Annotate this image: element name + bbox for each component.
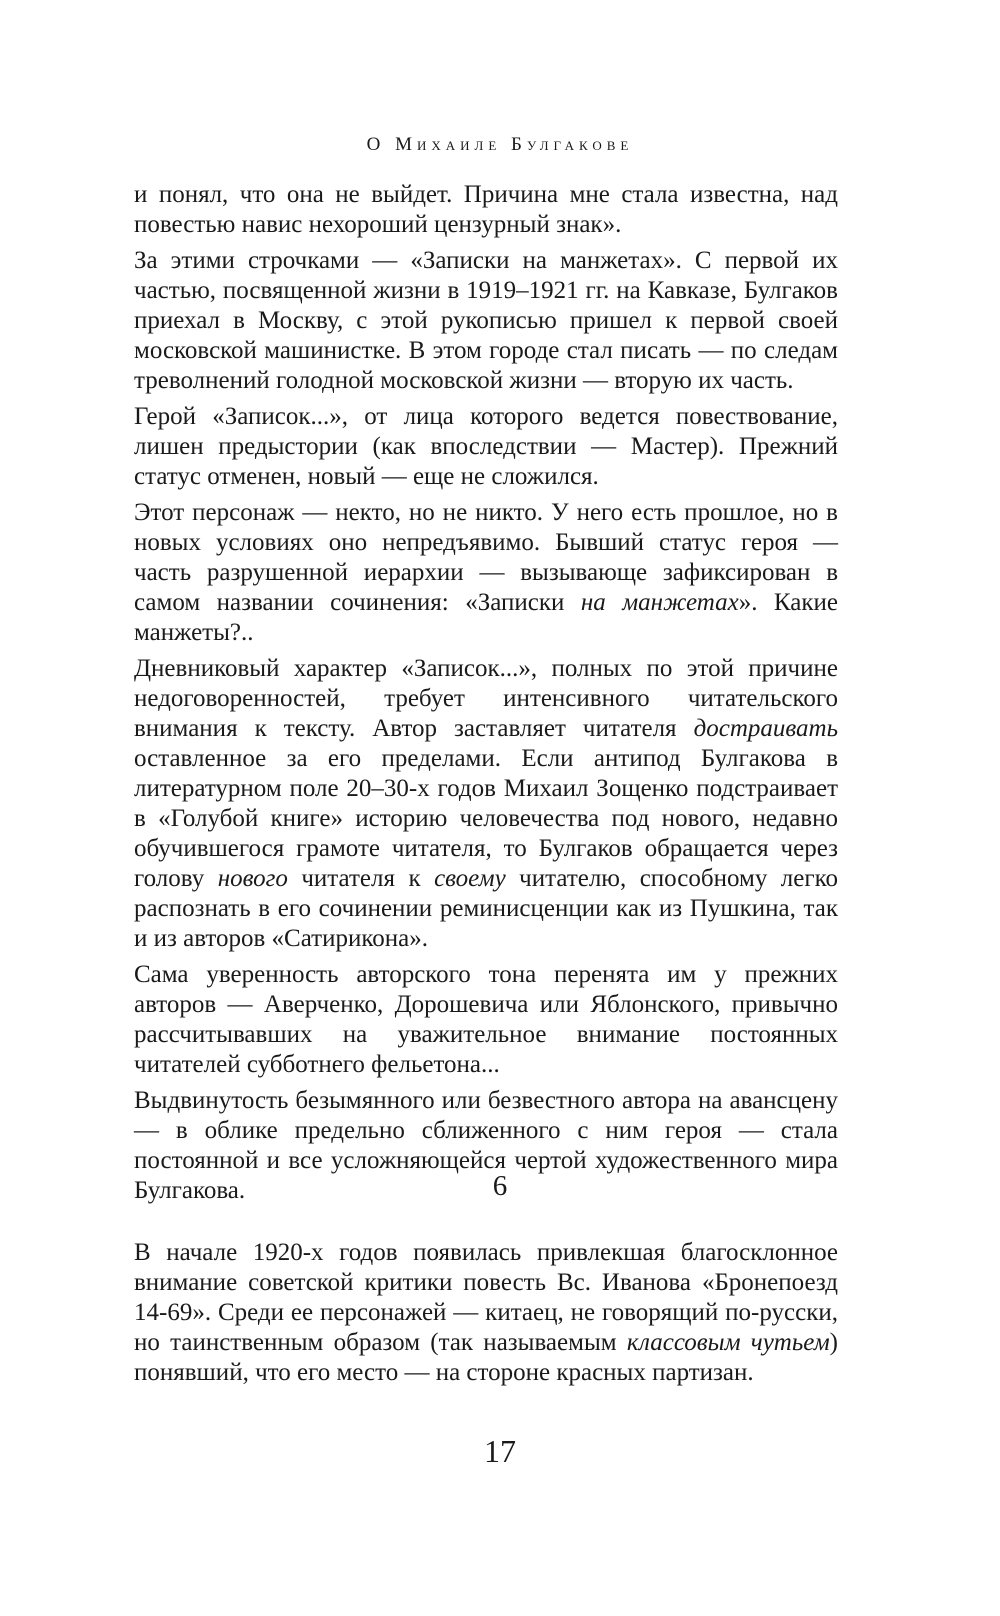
body-paragraph	[134, 960, 838, 1080]
body-paragraph	[134, 402, 838, 492]
body-paragraph	[134, 246, 838, 396]
text-run: Дневниковый характер «Записок...», полных по этой причине недоговоренностей, требует интенсивного читательского внимания к тексту. Автор заставляет читателя	[134, 655, 838, 742]
text-run: За этими строчками — «Записки на манжетах». С первой их частью, посвященной жизни в 1919–1921 гг. на Кавказе, Булгаков приехал в Москву, с этой рукописью пришел к первой своей московской машинистке. В этом городе стал писать — по следам треволнений голодной московской жизни — вторую их часть.	[134, 247, 838, 394]
body-text	[134, 180, 838, 1212]
text-run: В начале 1920-х годов появилась привлекшая благосклонное внимание советской критики повесть Вс. Иванова «Бронепоезд 14-69». Среди ее персонажей — китаец, не говорящий по-русски, но таинственным образом (так называемым	[134, 1239, 838, 1356]
italic-text: на манжетах	[580, 589, 739, 616]
section-paragraph	[134, 1238, 838, 1388]
italic-text: нового	[217, 865, 288, 892]
section-text	[134, 1238, 838, 1388]
body-paragraph	[134, 654, 838, 954]
text-run: ». Какие манжеты?..	[134, 589, 838, 646]
page-number: 17	[484, 1433, 516, 1469]
text-run: Этот персонаж — некто, но не никто. У него есть прошлое, но в новых условиях оно непредъявимо. Бывший статус героя — часть разрушенной иерархии — вызывающе зафиксирован в самом названии сочинения: «Записки	[134, 499, 838, 616]
text-run: читателя к	[287, 865, 435, 892]
text-run: оставленное за его пределами. Если антипод Булгакова в литературном поле 20–30-х годов Михаил Зощенко подстраивает в «Голубой книге» историю человечества под нового, недавно обучившегося грамоте читателя, то Булгаков обращается через голову	[134, 745, 838, 892]
text-run: ) понявший, что его место — на стороне красных партизан.	[134, 1329, 838, 1386]
italic-text: своему	[434, 865, 506, 892]
text-run: Герой «Записок...», от лица которого ведется повествование, лишен предыстории (как впоследствии — Мастер). Прежний статус отменен, новый — еще не сложился.	[134, 403, 838, 490]
italic-text: классовым чутьем	[626, 1329, 830, 1356]
running-head: О Михаиле Булгакове	[366, 134, 634, 155]
text-run: Сама уверенность авторского тона перенята им у прежних авторов — Аверченко, Дорошевича или Яблонского, привычно рассчитывавших на уважительное внимание постоянных читателей субботнего фельетона...	[134, 961, 838, 1078]
body-paragraph	[134, 180, 838, 240]
text-run: читателю, способному легко распознать в его сочинении реминисценции как из Пушкина, так и из авторов «Сатирикона».	[134, 865, 838, 952]
text-run: и понял, что она не выйдет. Причина мне стала известна, над повестью навис нехороший цензурный знак».	[134, 181, 838, 238]
text-run: Выдвинутость безымянного или безвестного автора на авансцену — в облике предельно сближенного с ним героя — стала постоянной и все усложняющейся чертой художественного мира Булгакова.	[134, 1087, 838, 1204]
body-paragraph	[134, 498, 838, 648]
section-number: 6	[492, 1170, 508, 1202]
italic-text: достраивать	[693, 715, 838, 742]
